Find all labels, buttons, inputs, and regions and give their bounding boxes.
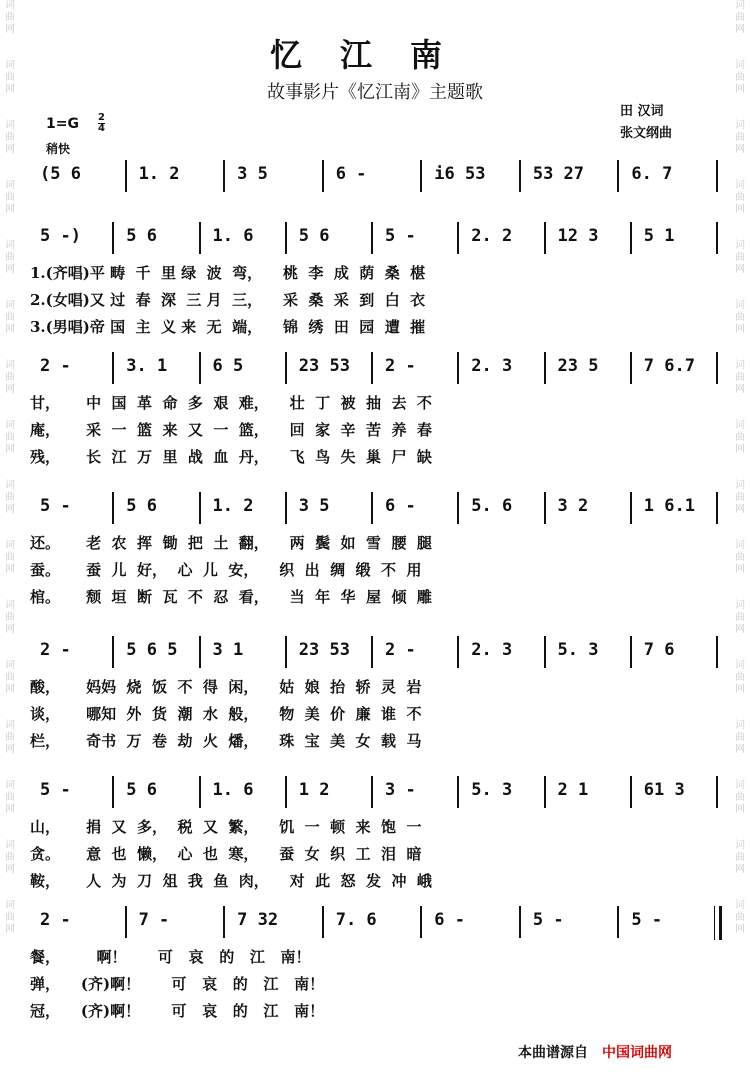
barline [285, 776, 287, 808]
barline [125, 906, 127, 938]
tempo-marking: 稍快 [46, 142, 71, 156]
notation-line [30, 222, 720, 256]
lyric-line [30, 870, 720, 890]
measure: 5. 6 [471, 496, 513, 516]
measure: 6 - [385, 496, 416, 516]
lyric-line [30, 262, 720, 282]
barline [125, 160, 127, 192]
measure: 5 6 5 [126, 640, 178, 660]
measure: 3 1 [212, 640, 244, 660]
lyric-text: 庵， 采 一 篮 来 又 一 篮， 回 家 辛 苦 养 春 [30, 421, 432, 439]
measure: 5 - [40, 780, 71, 800]
measure: i6 53 [434, 164, 486, 184]
measure: 7 32 [237, 910, 279, 930]
barline [199, 492, 201, 524]
lyric-line [30, 532, 720, 552]
barline [630, 352, 632, 384]
measure: 1. 6 [212, 226, 254, 246]
site-name: 中国词曲网 [602, 1045, 672, 1061]
measure: 61 3 [643, 780, 685, 800]
lyric-line [30, 559, 720, 579]
barline [199, 636, 201, 668]
barline [322, 906, 324, 938]
barline [199, 352, 201, 384]
barline [420, 906, 422, 938]
barline [617, 906, 619, 938]
measure: 5 6 [126, 780, 157, 800]
lyric-text: 栏， 奇书 万 卷 劫 火 燔， 珠 宝 美 女 载 马 [30, 732, 422, 750]
measure: 6 - [335, 164, 367, 184]
measure: 6. 7 [631, 164, 673, 184]
lyric-text: 棺。 颓 垣 断 瓦 不 忍 看， 当 年 华 屋 倾 雕 [30, 588, 432, 606]
barline [544, 352, 546, 384]
watermark-left: 词 曲 网 词 曲 网 词 曲 网 词 曲 网 词 曲 网 词 曲 网 词 曲 网 词 曲 网 词 曲 网 词 曲 网 词 曲 网 词 曲 网 词 曲 网 词 曲 网 词 曲 网 词 曲 网 [5, 0, 15, 935]
lyric-text: 谈， 哪知 外 货 潮 水 般， 物 美 价 廉 谁 不 [30, 705, 422, 723]
barline [716, 636, 718, 668]
measure: 1 6.1 [643, 496, 695, 516]
key-signature: 1=G [46, 116, 79, 132]
barline [285, 352, 287, 384]
barline [716, 160, 718, 192]
measure: 7. 6 [335, 910, 377, 930]
measure: 2. 3 [471, 356, 513, 376]
measure: 5 1 [643, 226, 675, 246]
measure: 3 2 [557, 496, 589, 516]
barline [371, 492, 373, 524]
lyric-line [30, 446, 720, 466]
lyric-line [30, 703, 720, 723]
measure: 23 53 [298, 356, 350, 376]
barline [457, 352, 459, 384]
notation-line [30, 906, 720, 940]
notation-line [30, 352, 720, 386]
barline [457, 222, 459, 254]
measure: 5 - [532, 910, 564, 930]
barline [199, 776, 201, 808]
measure: 7 6 [643, 640, 675, 660]
lyric-line [30, 1000, 720, 1020]
barline [457, 492, 459, 524]
measure: 2 - [385, 356, 416, 376]
watermark-right: 词 曲 网 词 曲 网 词 曲 网 词 曲 网 词 曲 网 词 曲 网 词 曲 网 词 曲 网 词 曲 网 词 曲 网 词 曲 网 词 曲 网 词 曲 网 词 曲 网 词 曲 网 词 曲 网 [735, 0, 745, 935]
barline [544, 636, 546, 668]
measure: 3 5 [298, 496, 330, 516]
barline [371, 352, 373, 384]
measure: (5 6 [40, 164, 81, 184]
barline [630, 776, 632, 808]
song-subtitle: 故事影片《忆江南》主题歌 [267, 82, 483, 103]
notation-line [30, 492, 720, 526]
lyric-line [30, 586, 720, 606]
lyric-text: 还。 老 农 挥 锄 把 土 翻， 两 鬓 如 雪 腰 腿 [30, 534, 432, 552]
barline [630, 636, 632, 668]
measure: 1. 2 [138, 164, 180, 184]
measure: 6 5 [212, 356, 244, 376]
lyric-text: 贪。 意 也 懒， 心 也 寒， 蚕 女 织 工 泪 暗 [30, 845, 422, 863]
lyric-line [30, 676, 720, 696]
barline [285, 636, 287, 668]
measure: 3. 1 [126, 356, 168, 376]
measure: 2 - [385, 640, 416, 660]
measure: 3 5 [237, 164, 268, 184]
barline [544, 222, 546, 254]
lyric-text: 餐， 啊！ 可 哀 的 江 南！ [30, 948, 311, 966]
measure: 5 6 [298, 226, 330, 246]
barline [285, 492, 287, 524]
barline [630, 492, 632, 524]
measure: 5 6 [126, 226, 157, 246]
measure: 12 3 [557, 226, 599, 246]
measure: 5. 3 [471, 780, 513, 800]
measure: 1. 6 [212, 780, 254, 800]
lyric-text: 弹， (齐)啊！ 可 哀 的 江 南！ [30, 975, 325, 993]
barline [223, 906, 225, 938]
measure: 2 - [40, 910, 71, 930]
lyric-text: 残， 长 江 万 里 战 血 丹， 飞 鸟 失 巢 尸 缺 [30, 448, 432, 466]
barline [285, 222, 287, 254]
lyric-line [30, 730, 720, 750]
barline [112, 636, 114, 668]
barline [716, 776, 718, 808]
barline [112, 492, 114, 524]
lyric-line [30, 289, 720, 309]
barline [199, 222, 201, 254]
lyric-text: 蚕。 蚕 儿 好， 心 儿 安， 织 出 绸 缎 不 用 [30, 561, 422, 579]
lyric-line [30, 946, 720, 966]
barline [371, 776, 373, 808]
measure: 7 6.7 [643, 356, 695, 376]
barline [716, 352, 718, 384]
measure: 5. 3 [557, 640, 599, 660]
measure: 2 1 [557, 780, 589, 800]
barline [630, 222, 632, 254]
lyric-text: 酸， 妈妈 烧 饭 不 得 闲， 姑 娘 抬 轿 灵 岩 [30, 678, 422, 696]
barline [457, 776, 459, 808]
lyric-text: 冠， (齐)啊！ 可 哀 的 江 南！ [30, 1002, 325, 1020]
lyric-text: 山， 捐 又 多， 税 又 繁， 饥 一 顿 来 饱 一 [30, 818, 422, 836]
barline [544, 776, 546, 808]
barline [112, 776, 114, 808]
lyric-line [30, 316, 720, 336]
lyric-line [30, 816, 720, 836]
lyric-line [30, 392, 720, 412]
meter-top: 2 [98, 112, 105, 123]
notation-line [30, 776, 720, 810]
measure: 2. 2 [471, 226, 513, 246]
measure: 23 53 [298, 640, 350, 660]
barline [519, 906, 521, 938]
measure: 5 - [385, 226, 416, 246]
lyric-text: 1.(齐唱)平 畴 千 里 绿 波 弯， 桃 李 成 荫 桑 椹 [30, 264, 426, 282]
lyric-line [30, 973, 720, 993]
lyric-line [30, 843, 720, 863]
barline [617, 160, 619, 192]
measure: 5 6 [126, 496, 157, 516]
barline [716, 492, 718, 524]
notation-line [30, 160, 720, 194]
measure: 1. 2 [212, 496, 254, 516]
barline [223, 160, 225, 192]
lyric-line [30, 419, 720, 439]
final-barline [714, 906, 722, 940]
lyric-text: 甘， 中 国 革 命 多 艰 难， 壮 丁 被 抽 去 不 [30, 394, 432, 412]
song-title: 忆江南 [269, 36, 480, 74]
notation-line [30, 636, 720, 670]
time-signature [98, 113, 105, 134]
measure: 5 -) [40, 226, 81, 246]
measure: 3 - [385, 780, 416, 800]
barline [322, 160, 324, 192]
measure: 5 - [40, 496, 71, 516]
barline [112, 222, 114, 254]
source-label: 本曲谱源自 [518, 1045, 588, 1061]
barline [420, 160, 422, 192]
lyric-text: 鞍， 人 为 刀 俎 我 鱼 肉， 对 此 怒 发 冲 峨 [30, 872, 432, 890]
measure: 2 - [40, 640, 71, 660]
lyric-text: 3.(男唱)帝 国 主 义 来 无 端， 锦 绣 田 园 遭 摧 [30, 318, 426, 336]
source-note [518, 1042, 672, 1062]
barline [371, 636, 373, 668]
measure: 2. 3 [471, 640, 513, 660]
measure: 1 2 [298, 780, 330, 800]
barline [544, 492, 546, 524]
measure: 5 - [631, 910, 663, 930]
barline [519, 160, 521, 192]
measure: 7 - [138, 910, 170, 930]
measure: 2 - [40, 356, 71, 376]
barline [716, 222, 718, 254]
measure: 23 5 [557, 356, 599, 376]
meter-bottom: 4 [98, 123, 105, 134]
barline [112, 352, 114, 384]
lyric-text: 2.(女唱)又 过 春 深 三 月 三， 采 桑 采 到 白 衣 [30, 291, 426, 309]
measure: 6 - [434, 910, 465, 930]
barline [457, 636, 459, 668]
composer-credit: 张文纲曲 [620, 126, 673, 141]
lyricist-credit: 田 汉词 [620, 104, 664, 119]
barline [371, 222, 373, 254]
measure: 53 27 [532, 164, 585, 184]
